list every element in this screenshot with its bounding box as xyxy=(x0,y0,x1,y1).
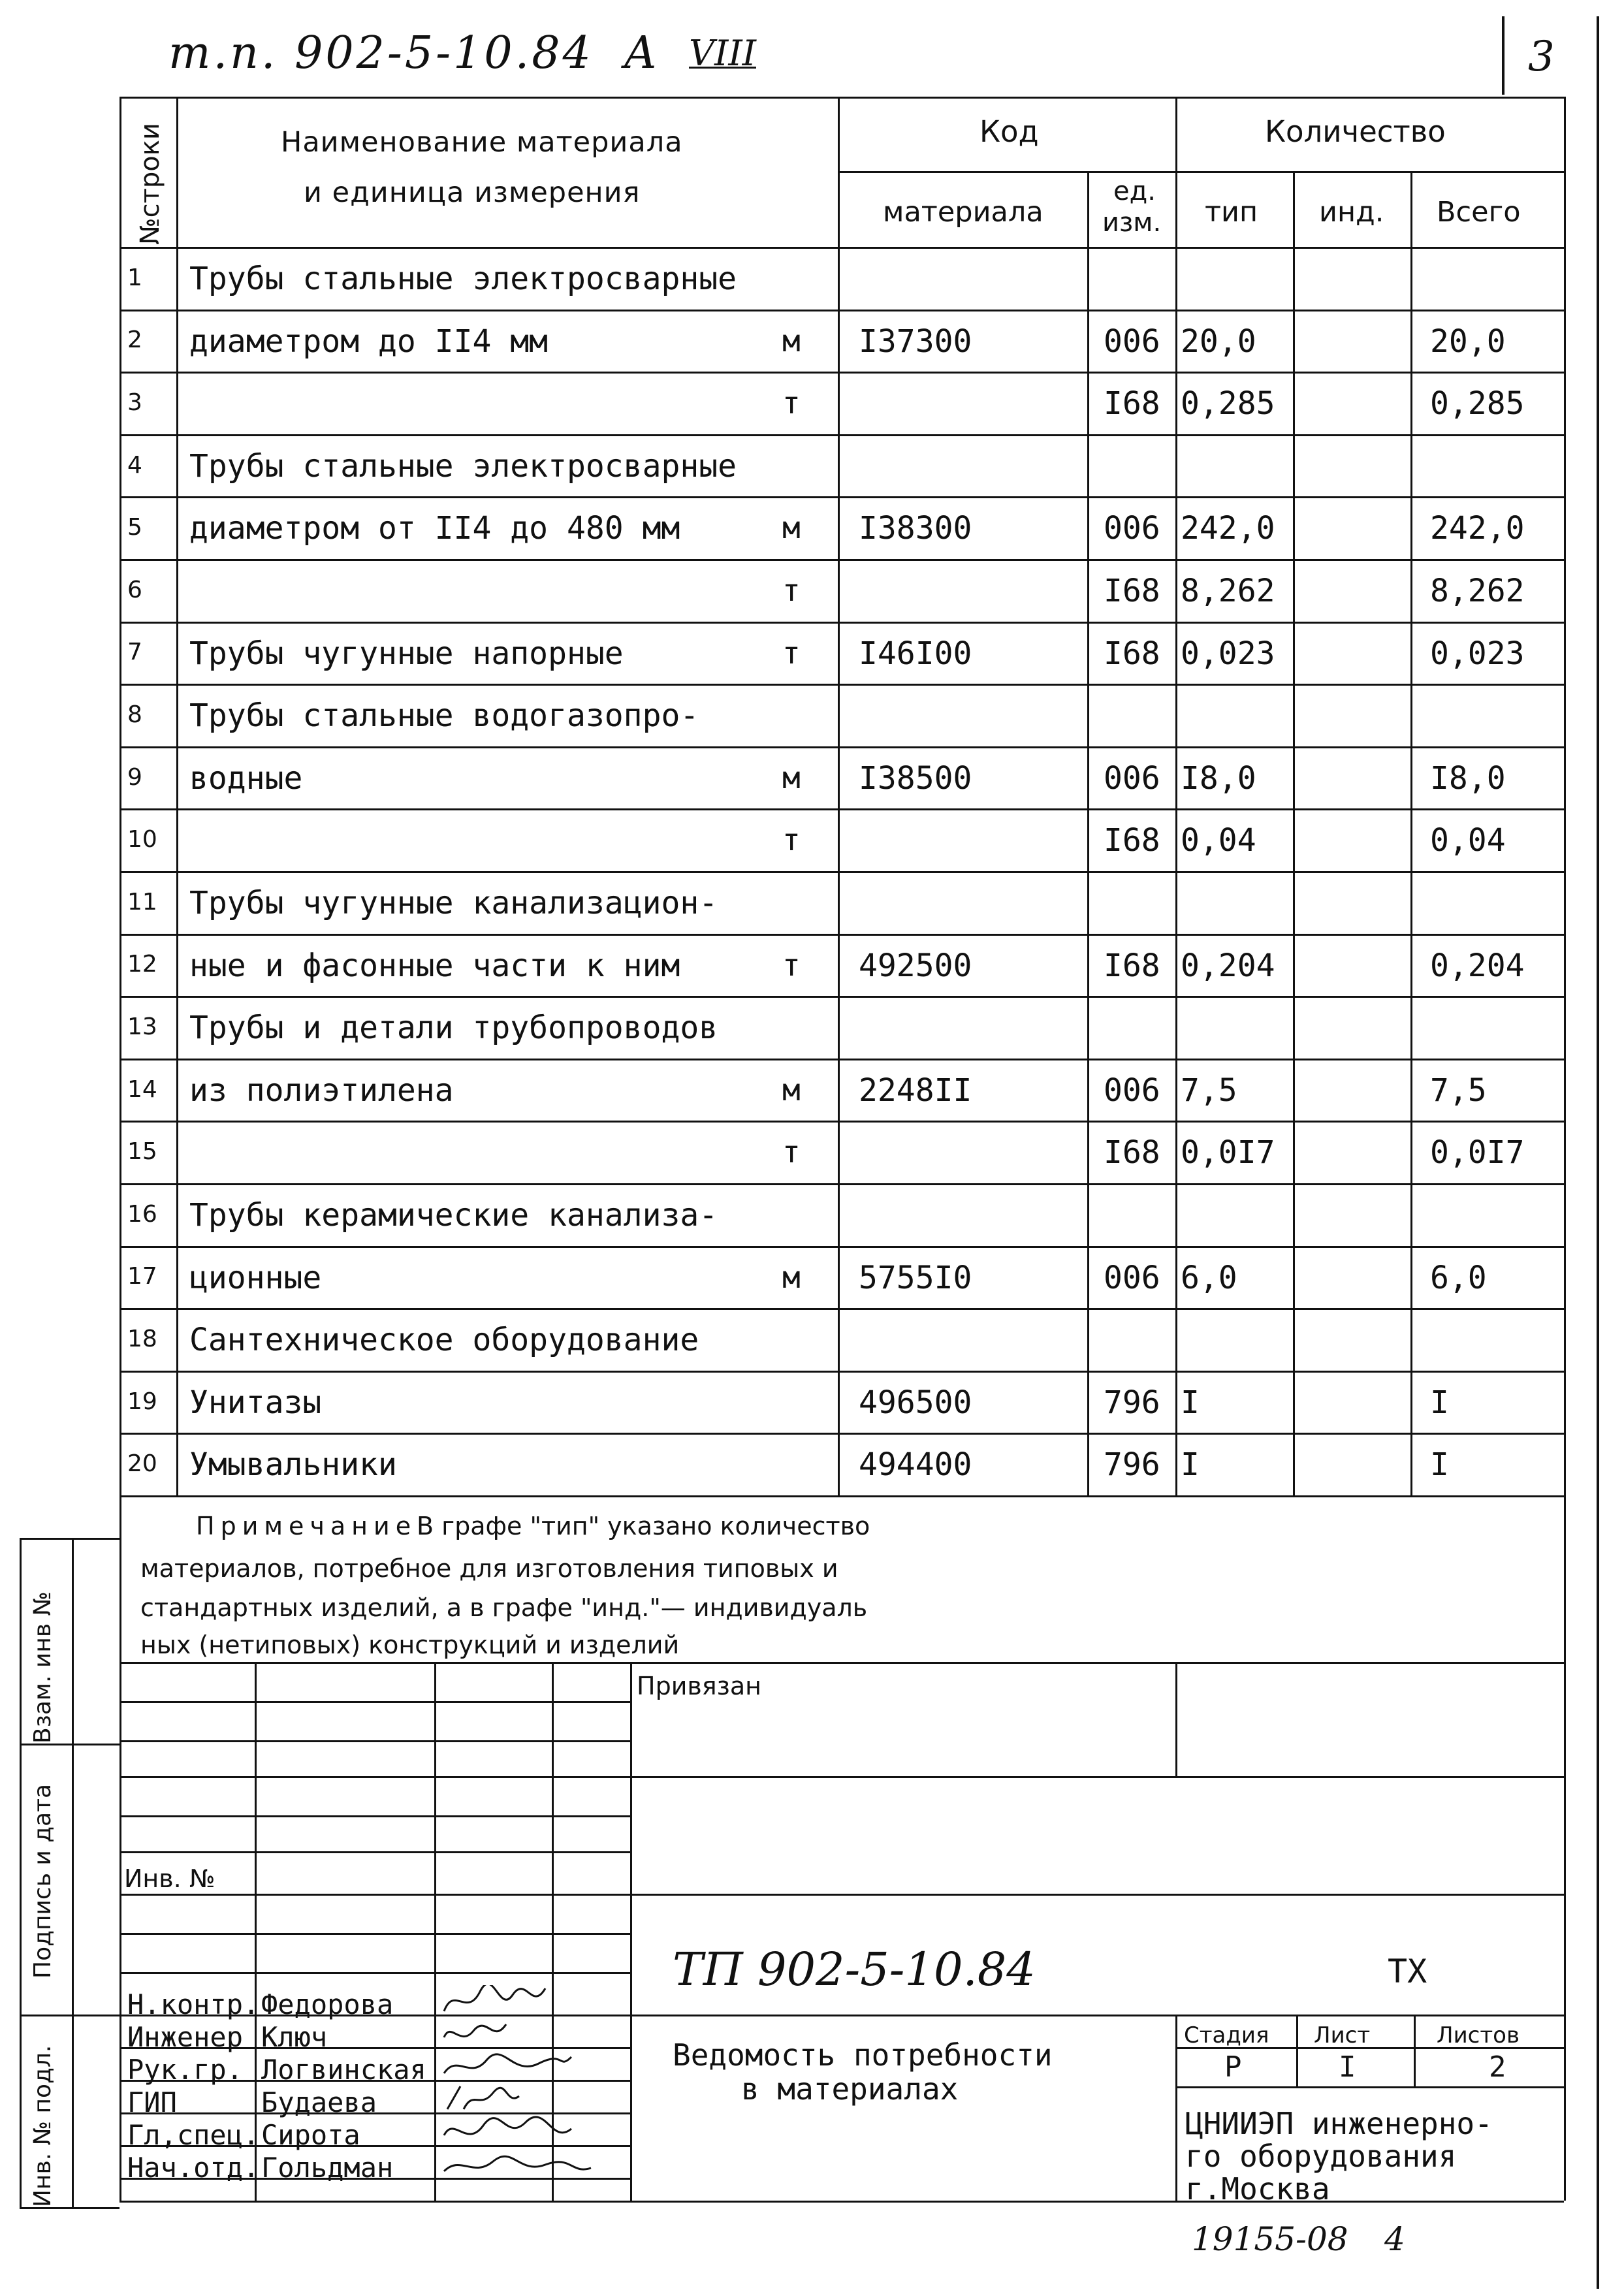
material-unit: т xyxy=(782,573,801,608)
organization-line3: г.Москва xyxy=(1185,2171,1330,2206)
row-line xyxy=(119,372,1564,374)
row-line xyxy=(119,434,1564,436)
row-number: 1 xyxy=(127,264,142,291)
qty-type: 242,0 xyxy=(1181,510,1275,547)
qty-total: 8,262 xyxy=(1430,573,1525,609)
qty-total: I xyxy=(1430,1384,1449,1421)
signer-role: Н.контр. xyxy=(127,1988,260,2020)
unit-code: I68 xyxy=(1104,948,1160,984)
tb-row-line xyxy=(119,1701,630,1703)
tb-privyazan-bottom xyxy=(630,1776,1564,1778)
header-name-line1: Наименование материала xyxy=(281,126,683,159)
tb-row-line xyxy=(119,1933,630,1935)
side-stamp-bottom xyxy=(20,2207,119,2209)
material-name: Трубы чугунные канализацион- xyxy=(189,885,718,921)
signer-role: ГИП xyxy=(127,2086,177,2118)
col-line-ucode xyxy=(1087,171,1089,1495)
stage-value: Р xyxy=(1224,2050,1242,2084)
side-stamp-outer xyxy=(20,1538,22,2207)
table-left-border xyxy=(119,97,121,2201)
tb-stage-bottom xyxy=(1175,2086,1564,2088)
document-title-line2: в материалах xyxy=(741,2071,959,2107)
material-code: I37300 xyxy=(859,323,972,360)
row-number: 10 xyxy=(127,826,157,853)
header-bottom-line xyxy=(119,247,1564,249)
row-line xyxy=(119,1059,1564,1060)
row-line xyxy=(119,746,1564,748)
tb-row-line xyxy=(119,1740,630,1742)
unit-code: 006 xyxy=(1104,1072,1160,1109)
qty-total: 0,0I7 xyxy=(1430,1134,1525,1171)
header-name-line2: и единица измерения xyxy=(304,176,641,209)
qty-total: 242,0 xyxy=(1430,510,1525,547)
row-number: 15 xyxy=(127,1138,157,1165)
material-name: Умывальники xyxy=(189,1446,397,1483)
row-number: 14 xyxy=(127,1076,157,1103)
header-code: Код xyxy=(979,114,1039,149)
qty-type: I8,0 xyxy=(1181,760,1256,797)
row-number: 17 xyxy=(127,1263,157,1290)
header-qty-type: тип xyxy=(1205,196,1258,229)
material-name: Унитазы xyxy=(189,1384,322,1421)
material-unit: т xyxy=(782,948,801,983)
page-number: 3 xyxy=(1528,33,1555,81)
header-row-number: №строки xyxy=(135,123,165,245)
right-margin-line xyxy=(1597,95,1599,2289)
page-number-box-left xyxy=(1502,16,1505,95)
row-line xyxy=(119,871,1564,873)
qty-type: I xyxy=(1181,1446,1200,1483)
col-line-ind xyxy=(1293,171,1295,1495)
signer-name: Будаева xyxy=(261,2086,377,2118)
qty-total: 7,5 xyxy=(1430,1072,1487,1109)
row-line xyxy=(119,1308,1564,1310)
signer-name: Логвинская xyxy=(261,2054,426,2086)
unit-code: 796 xyxy=(1104,1446,1160,1483)
table-bottom-line xyxy=(119,1495,1564,1497)
row-number: 2 xyxy=(127,327,142,353)
material-name: Трубы стальные водогазопро- xyxy=(189,697,699,734)
material-code: 494400 xyxy=(859,1446,972,1483)
unit-code: I68 xyxy=(1104,573,1160,609)
material-name: ные и фасонные части к ним xyxy=(189,948,680,984)
tb-row-line xyxy=(119,1972,630,1974)
table-top-border xyxy=(119,97,1564,99)
signer-name: Ключ xyxy=(261,2021,328,2053)
sheets-label: Листов xyxy=(1437,2022,1520,2048)
material-unit: т xyxy=(782,635,801,671)
signer-name: Федорова xyxy=(261,1988,394,2020)
signer-role: Инженер xyxy=(127,2021,244,2053)
qty-total: I xyxy=(1430,1446,1449,1483)
header-qty-total: Всего xyxy=(1437,196,1521,229)
tb-right-border xyxy=(1564,1662,1566,2201)
sheet-label: Лист xyxy=(1314,2022,1371,2048)
material-name: Трубы керамические канализа- xyxy=(189,1197,718,1234)
row-line xyxy=(119,310,1564,311)
unit-code: 006 xyxy=(1104,323,1160,360)
row-line xyxy=(119,934,1564,936)
tb-code-bottom xyxy=(630,2015,1564,2016)
row-number: 16 xyxy=(127,1201,157,1228)
note-bottom-line xyxy=(119,1662,1564,1664)
header-mid-line xyxy=(838,171,1564,173)
titleblock-section: ТХ xyxy=(1388,1952,1427,1990)
qty-type: 20,0 xyxy=(1181,323,1256,360)
tb-stage-left xyxy=(1175,2015,1177,2201)
tb-sheet-split xyxy=(1414,2015,1416,2086)
signer-role: Нач.отд. xyxy=(127,2152,260,2184)
row-line xyxy=(119,622,1564,624)
tb-bottom-border xyxy=(119,2201,1564,2203)
material-name: Трубы стальные электросварные xyxy=(189,448,737,485)
signature xyxy=(441,2148,597,2184)
qty-type: 0,204 xyxy=(1181,948,1275,984)
unit-code: 796 xyxy=(1104,1384,1160,1421)
qty-type: 8,262 xyxy=(1181,573,1275,609)
table-right-border xyxy=(1564,97,1566,1495)
side-stamp-inner xyxy=(72,1538,74,2207)
row-number: 13 xyxy=(127,1013,157,1040)
stage-label: Стадия xyxy=(1184,2022,1269,2048)
album-number: VIII xyxy=(689,33,756,74)
unit-code: 006 xyxy=(1104,1260,1160,1296)
row-number: 18 xyxy=(127,1326,157,1352)
tb-privyazan-split xyxy=(1175,1662,1177,1776)
unit-code: I68 xyxy=(1104,1134,1160,1171)
material-name: ционные xyxy=(189,1260,322,1296)
material-code: 5755I0 xyxy=(859,1260,972,1296)
row-line xyxy=(119,1433,1564,1435)
header-code-unit-2: изм. xyxy=(1102,208,1162,238)
document-code: т.п. 902-5-10.84 xyxy=(168,27,594,79)
qty-total: 0,204 xyxy=(1430,948,1525,984)
sheets-value: 2 xyxy=(1489,2050,1506,2084)
qty-total: 0,023 xyxy=(1430,635,1525,672)
tb-row-line xyxy=(119,1894,630,1896)
qty-type: 0,04 xyxy=(1181,822,1256,859)
row-line xyxy=(119,496,1564,498)
row-number: 12 xyxy=(127,951,157,978)
row-line xyxy=(119,1183,1564,1185)
sheet-value: I xyxy=(1339,2050,1356,2084)
inv-no-label: Инв. № xyxy=(124,1864,215,1893)
material-unit: м xyxy=(782,1260,801,1295)
signer-name: Гольдман xyxy=(261,2152,394,2184)
qty-total: 0,285 xyxy=(1430,385,1525,422)
material-name: Трубы и детали трубопроводов xyxy=(189,1010,718,1046)
qty-total: 6,0 xyxy=(1430,1260,1487,1296)
material-name: водные xyxy=(189,760,303,797)
material-name: Трубы стальные электросварные xyxy=(189,261,737,297)
tb-row-line xyxy=(119,1851,630,1853)
row-line xyxy=(119,808,1564,810)
header-quantity: Количество xyxy=(1265,114,1446,149)
qty-type: 0,0I7 xyxy=(1181,1134,1275,1171)
col-line-total xyxy=(1410,171,1412,1495)
col-line-code xyxy=(838,97,840,1495)
row-line xyxy=(119,684,1564,686)
row-number: 5 xyxy=(127,514,142,541)
row-number: 8 xyxy=(127,701,142,728)
note-line-4: ных (нетиповых) конструкций и изделий xyxy=(140,1631,680,1659)
material-code: I38300 xyxy=(859,510,972,547)
row-line xyxy=(119,1371,1564,1373)
tb-code-top xyxy=(630,1894,1564,1896)
qty-total: I8,0 xyxy=(1430,760,1506,797)
row-number: 4 xyxy=(127,452,142,479)
organization-line2: го оборудования xyxy=(1185,2139,1457,2174)
row-number: 19 xyxy=(127,1388,157,1415)
material-name: диаметром до II4 мм xyxy=(189,323,549,360)
unit-code: I68 xyxy=(1104,822,1160,859)
row-line xyxy=(119,1121,1564,1123)
material-name: из полиэтилена xyxy=(189,1072,454,1109)
tb-row-line xyxy=(119,1776,630,1778)
qty-type: 6,0 xyxy=(1181,1260,1237,1296)
side-podpis-data: Подпись и дата xyxy=(29,1783,56,1979)
note-line-2: материалов, потребное для изготовления типовых и xyxy=(140,1554,838,1583)
row-number: 6 xyxy=(127,577,142,603)
archive-sheet-mark: 4 xyxy=(1384,2220,1405,2258)
side-stamp-split-2 xyxy=(20,2015,119,2016)
unit-code: I68 xyxy=(1104,385,1160,422)
material-name: Трубы чугунные напорные xyxy=(189,635,624,672)
material-unit: м xyxy=(782,1072,801,1107)
row-number: 7 xyxy=(127,639,142,665)
note-label: Примечание xyxy=(196,1512,417,1540)
signature xyxy=(441,2018,597,2054)
side-stamp-top xyxy=(20,1538,119,1540)
material-code: I38500 xyxy=(859,760,972,797)
privyazan-label: Привязан xyxy=(637,1672,761,1700)
organization-line1: ЦНИИЭП инженерно- xyxy=(1185,2106,1493,2141)
qty-type: 0,023 xyxy=(1181,635,1275,672)
unit-code: 006 xyxy=(1104,510,1160,547)
material-unit: т xyxy=(782,822,801,857)
material-name: Сантехническое оборудование xyxy=(189,1322,699,1358)
side-vzam-inv: Взам. инв № xyxy=(29,1591,56,1744)
archive-number: 19155-08 xyxy=(1192,2220,1348,2258)
tb-col-2 xyxy=(434,1662,436,2201)
header-code-material: материала xyxy=(883,196,1043,229)
material-unit: м xyxy=(782,323,801,358)
titleblock-doc-code: ТП 902-5-10.84 xyxy=(673,1943,1036,1996)
row-line xyxy=(119,996,1564,998)
qty-total: 0,04 xyxy=(1430,822,1506,859)
signer-role: Гл,спец. xyxy=(127,2119,260,2151)
tb-row-line xyxy=(119,1815,630,1817)
row-number: 9 xyxy=(127,764,142,791)
note-line-1: В графе "тип" указано количество xyxy=(417,1512,870,1540)
row-line xyxy=(119,1246,1564,1248)
material-code: I46I00 xyxy=(859,635,972,672)
side-stamp-split-1 xyxy=(20,1744,119,1745)
signature xyxy=(441,2116,597,2152)
col-line-name xyxy=(176,97,178,1495)
signer-name: Сирота xyxy=(261,2119,360,2151)
unit-code: 006 xyxy=(1104,760,1160,797)
material-unit: м xyxy=(782,760,801,795)
material-code: 496500 xyxy=(859,1384,972,1421)
page-number-box-right xyxy=(1597,16,1599,95)
unit-code: I68 xyxy=(1104,635,1160,672)
signer-role: Рук.гр. xyxy=(127,2054,244,2086)
header-qty-ind: инд. xyxy=(1319,196,1384,229)
qty-type: I xyxy=(1181,1384,1200,1421)
row-line xyxy=(119,559,1564,561)
document-title-line1: Ведомость потребности xyxy=(673,2037,1053,2073)
signature xyxy=(441,2083,597,2119)
signature xyxy=(441,2050,597,2086)
row-number: 11 xyxy=(127,889,157,916)
material-code: 492500 xyxy=(859,948,972,984)
qty-type: 7,5 xyxy=(1181,1072,1237,1109)
qty-type: 0,285 xyxy=(1181,385,1275,422)
header-code-unit-1: ед. xyxy=(1113,176,1156,206)
material-name: диаметром от II4 до 480 мм xyxy=(189,510,680,547)
note-line-3: стандартных изделий, а в графе "инд."— индивидуаль xyxy=(140,1593,868,1622)
tb-stage-split xyxy=(1296,2015,1298,2086)
qty-total: 20,0 xyxy=(1430,323,1506,360)
note-right-border xyxy=(1564,1495,1566,1662)
material-unit: т xyxy=(782,1134,801,1170)
row-number: 20 xyxy=(127,1450,157,1477)
material-unit: т xyxy=(782,385,801,421)
side-inv-podl: Инв. № подл. xyxy=(29,2045,56,2207)
tb-col-4 xyxy=(630,1662,632,2201)
signature xyxy=(441,1985,597,2021)
material-unit: м xyxy=(782,510,801,545)
col-line-tip xyxy=(1175,97,1177,1495)
material-code: 2248II xyxy=(859,1072,972,1109)
album-letter: А xyxy=(624,27,658,79)
row-number: 3 xyxy=(127,389,142,416)
